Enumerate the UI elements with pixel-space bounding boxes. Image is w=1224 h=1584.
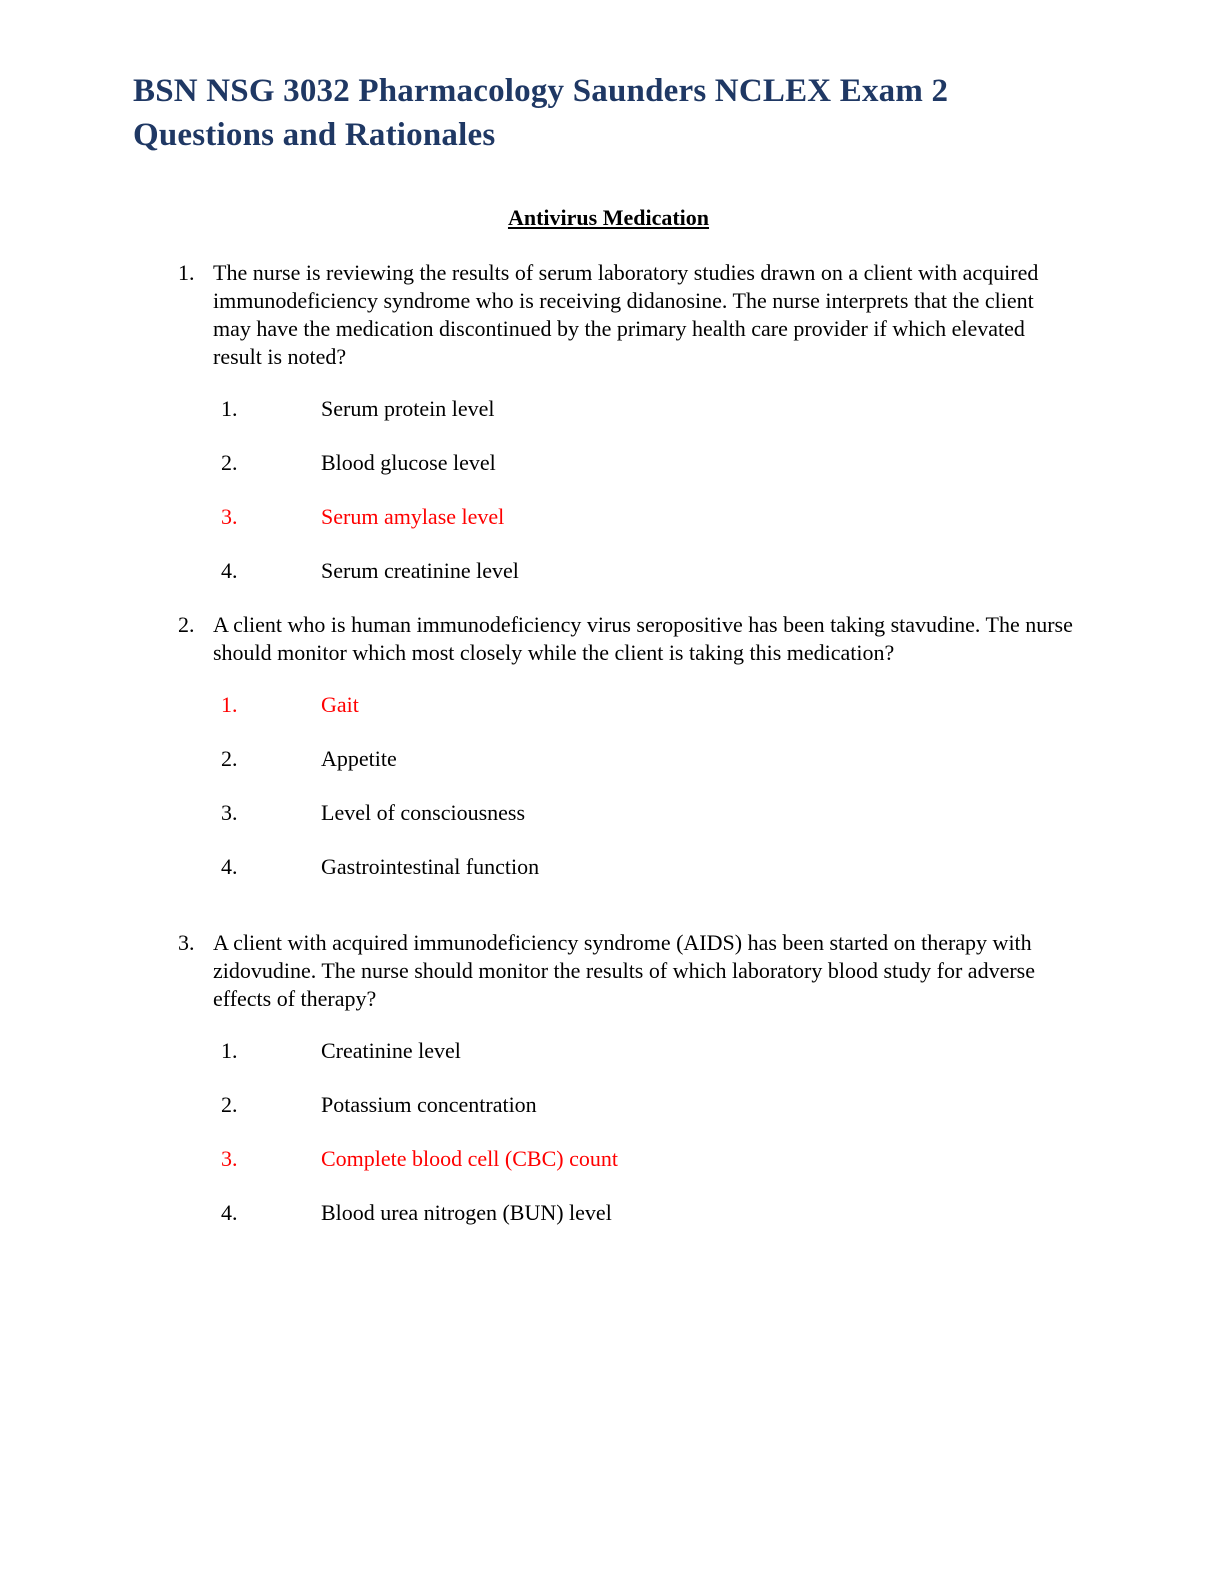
question-row bbox=[133, 611, 1084, 667]
option-label: Appetite bbox=[321, 746, 397, 772]
question-block bbox=[133, 611, 1084, 881]
option-label: Serum amylase level bbox=[321, 504, 505, 530]
question-number: 1. bbox=[178, 260, 195, 286]
option-label: Blood urea nitrogen (BUN) level bbox=[321, 1200, 612, 1226]
option-row bbox=[221, 503, 1084, 531]
option-row bbox=[221, 1037, 1084, 1065]
option-number: 3. bbox=[221, 1146, 238, 1172]
option-row bbox=[221, 1091, 1084, 1119]
option-number: 1. bbox=[221, 396, 238, 422]
section-heading-wrap bbox=[133, 205, 1084, 231]
option-label: Serum creatinine level bbox=[321, 558, 519, 584]
option-row bbox=[221, 557, 1084, 585]
option-number: 1. bbox=[221, 692, 238, 718]
option-number: 4. bbox=[221, 558, 238, 584]
question-block bbox=[133, 259, 1084, 585]
option-number: 1. bbox=[221, 1038, 238, 1064]
question-text: A client with acquired immunodeficiency syndrome (AIDS) has been started on therapy with zidovudine. The nurse should monitor the results of which laboratory blood study for adverse effects of therapy? bbox=[213, 930, 1035, 1012]
option-number: 3. bbox=[221, 504, 238, 530]
option-row bbox=[221, 1199, 1084, 1227]
options-list bbox=[133, 691, 1084, 881]
option-number: 2. bbox=[221, 450, 238, 476]
options-list bbox=[133, 395, 1084, 585]
option-label: Level of consciousness bbox=[321, 800, 526, 826]
question-text: A client who is human immunodeficiency virus seropositive has been taking stavudine. The nurse should monitor which most closely while the client is taking this medication? bbox=[213, 612, 1073, 666]
option-label: Blood glucose level bbox=[321, 450, 496, 476]
option-label: Complete blood cell (CBC) count bbox=[321, 1146, 618, 1172]
option-row bbox=[221, 395, 1084, 423]
option-number: 4. bbox=[221, 1200, 238, 1226]
options-list bbox=[133, 1037, 1084, 1227]
option-number: 2. bbox=[221, 746, 238, 772]
question-number: 3. bbox=[178, 930, 195, 956]
option-label: Gastrointestinal function bbox=[321, 854, 540, 880]
option-row bbox=[221, 691, 1084, 719]
option-label: Serum protein level bbox=[321, 396, 495, 422]
option-number: 2. bbox=[221, 1092, 238, 1118]
question-number: 2. bbox=[178, 612, 195, 638]
option-row bbox=[221, 799, 1084, 827]
option-label: Potassium concentration bbox=[321, 1092, 537, 1118]
option-row bbox=[221, 1145, 1084, 1173]
option-row bbox=[221, 745, 1084, 773]
question-row bbox=[133, 929, 1084, 1013]
page-title: BSN NSG 3032 Pharmacology Saunders NCLEX Exam 2 Questions and Rationales bbox=[133, 73, 949, 153]
question-row bbox=[133, 259, 1084, 371]
section-heading: Antivirus Medication bbox=[507, 205, 710, 231]
option-label: Gait bbox=[321, 692, 359, 718]
option-number: 4. bbox=[221, 854, 238, 880]
question-text: The nurse is reviewing the results of serum laboratory studies drawn on a client with acquired immunodeficiency syndrome who is receiving didanosine. The nurse interprets that the client may have the medication discontinued by the primary health care provider if which elevated result is noted? bbox=[213, 260, 1039, 370]
option-number: 3. bbox=[221, 800, 238, 826]
option-label: Creatinine level bbox=[321, 1038, 461, 1064]
question-block bbox=[133, 929, 1084, 1227]
option-row bbox=[221, 853, 1084, 881]
option-row bbox=[221, 449, 1084, 477]
